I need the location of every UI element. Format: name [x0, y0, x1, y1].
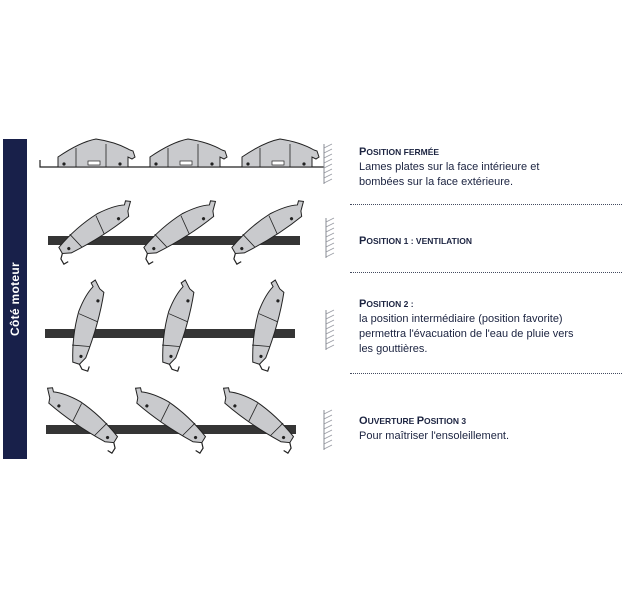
tilted-blade [223, 196, 314, 264]
caption-position-2 [359, 297, 624, 357]
caption-line: Pour maîtriser l'ensoleillement. [359, 430, 510, 442]
row-position-2 [45, 278, 334, 371]
caption-title: POSITION 2 : [359, 298, 414, 310]
tilted-blade [124, 383, 214, 453]
tilted-blade [62, 278, 115, 371]
caption-title: OUVERTURE POSITION 3 [359, 415, 467, 427]
tilted-blade [242, 278, 295, 371]
tilted-blade [135, 196, 226, 264]
caption-position-3 [359, 414, 624, 444]
separator [350, 373, 622, 374]
wall-hatch [326, 310, 334, 350]
closed-blade [58, 139, 135, 167]
wall-hatch [324, 410, 332, 450]
row-position-3 [36, 383, 332, 453]
side-label: Côté moteur [8, 262, 22, 336]
wall-hatch [324, 144, 332, 184]
separator [350, 204, 622, 205]
caption-title: POSITION 1 : VENTILATION [359, 235, 472, 247]
tilted-blade [36, 383, 126, 453]
closed-blade [150, 139, 227, 167]
separator [350, 272, 622, 273]
tilted-blade [152, 278, 205, 371]
wall-hatch [326, 218, 334, 258]
row-position-1 [48, 196, 334, 264]
caption-line: Lames plates sur la face intérieure et [359, 161, 540, 173]
tilted-blade [212, 383, 302, 453]
caption-position-fermee [359, 145, 624, 190]
caption-line: les gouttières. [359, 343, 428, 355]
caption-title: POSITION FERMÉE [359, 146, 440, 158]
tilted-blade [50, 196, 141, 264]
closed-blade [242, 139, 319, 167]
caption-position-1 [359, 234, 624, 249]
row-closed [40, 139, 332, 184]
caption-line: la position intermédiaire (position favorite) [359, 313, 563, 325]
caption-line: permettra l'évacuation de l'eau de pluie vers [359, 328, 574, 340]
caption-line: bombées sur la face extérieure. [359, 176, 514, 188]
